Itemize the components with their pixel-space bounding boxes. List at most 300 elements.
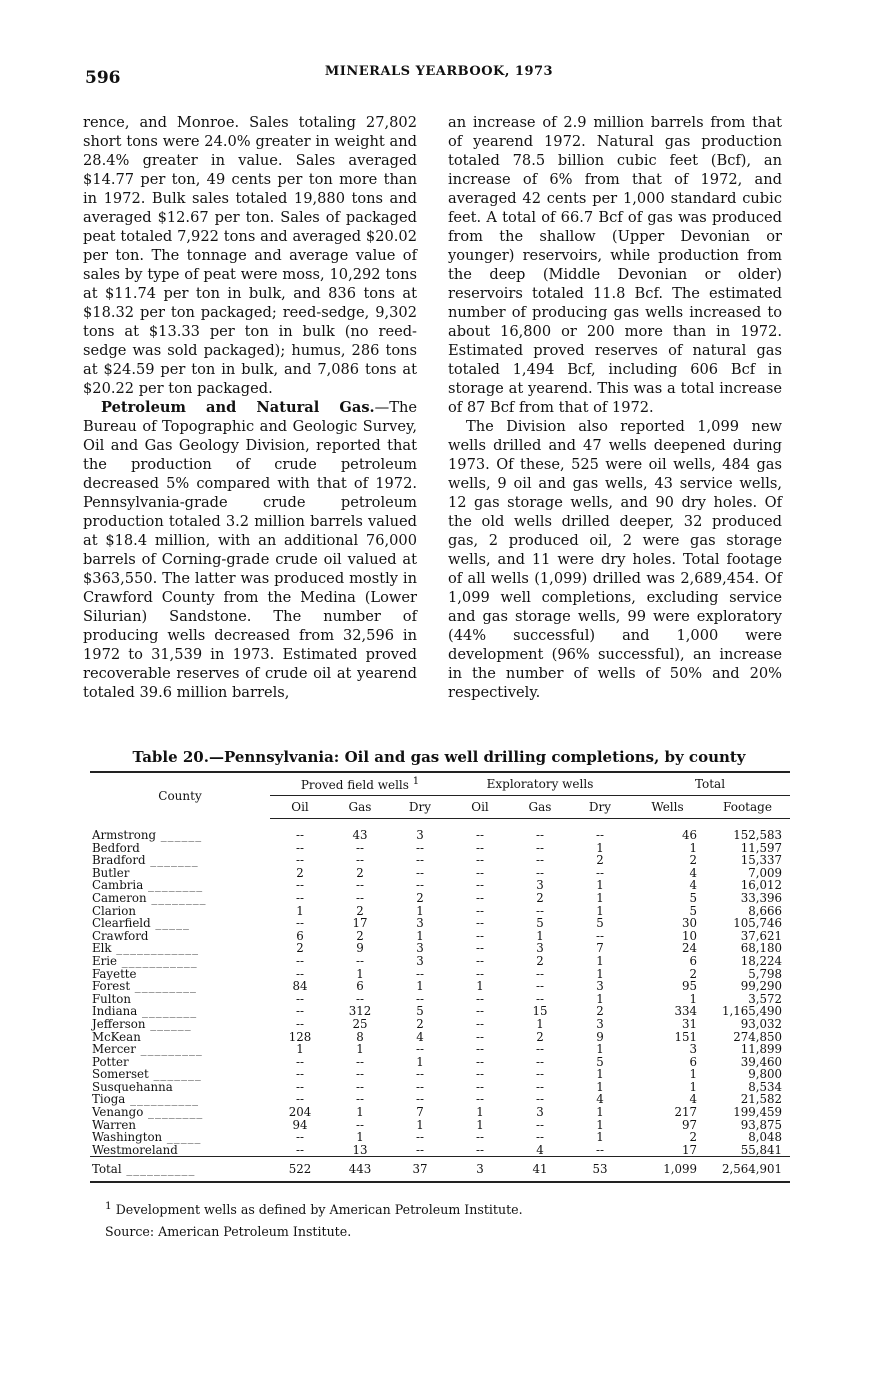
county-name: Bedford — [92, 841, 140, 855]
value-cell: -- — [296, 1079, 304, 1094]
value-cell: 312 — [348, 1004, 372, 1019]
value-cell: -- — [296, 953, 304, 968]
value-cell: 1 — [596, 1117, 604, 1132]
value-cell: -- — [356, 840, 364, 855]
county-name: Clearfield — [92, 917, 151, 930]
value-cell: -- — [476, 878, 484, 893]
value-cell: 1,099 — [630, 1157, 705, 1183]
value-cell: -- — [296, 966, 304, 981]
value-cell: 1 — [416, 1117, 424, 1132]
value-cell: -- — [476, 928, 484, 943]
right-column — [448, 113, 782, 702]
value-cell: 4 — [689, 865, 697, 880]
value-cell: -- — [296, 1016, 304, 1031]
county-cell: Westmoreland ___ — [92, 1143, 204, 1157]
county-name: Potter — [92, 1055, 129, 1069]
sub-header: Gas — [330, 796, 390, 819]
county-name: Total — [92, 1162, 122, 1177]
county-name: Tioga — [92, 1093, 126, 1107]
value-cell: 443 — [330, 1157, 390, 1183]
county-cell: Bradford _______ — [92, 854, 199, 867]
value-cell: 1 — [596, 1042, 604, 1057]
table-row — [90, 867, 790, 880]
value-cell: 9,800 — [748, 1067, 782, 1082]
value-cell: 1 — [596, 1079, 604, 1094]
table-row — [90, 1018, 790, 1031]
value-cell: 2 — [596, 853, 604, 868]
table-row — [90, 1081, 790, 1094]
value-cell: 2 — [296, 865, 304, 880]
value-cell: -- — [356, 853, 364, 868]
county-name: Elk — [92, 942, 112, 955]
value-cell: 5 — [596, 1054, 604, 1069]
county-name: Erie — [92, 954, 118, 968]
county-cell: Fulton _________ — [92, 992, 198, 1006]
value-cell: 10 — [681, 928, 697, 943]
value-cell: 15,337 — [740, 853, 782, 868]
value-cell: -- — [536, 1042, 544, 1057]
table-caption: Table 20.—Pennsylvania: Oil and gas well drilling completions, by county — [132, 748, 746, 766]
value-cell: -- — [356, 991, 364, 1006]
value-cell: 21,582 — [740, 1092, 782, 1107]
value-cell: 25 — [352, 1016, 368, 1031]
value-cell: -- — [356, 878, 364, 893]
value-cell: 1 — [416, 903, 424, 918]
value-cell: -- — [296, 1004, 304, 1019]
value-cell: 46 — [681, 828, 697, 842]
value-cell: 1 — [596, 1105, 604, 1120]
county-cell: Somerset _______ — [92, 1068, 202, 1081]
value-cell: 4 — [689, 878, 697, 893]
value-cell: 1 — [689, 1079, 697, 1094]
county-cell: Elk ____________ — [92, 942, 200, 955]
value-cell: 152,583 — [733, 828, 782, 842]
value-cell: 99,290 — [740, 979, 782, 994]
value-cell: 37,621 — [740, 928, 782, 943]
value-cell: 8,534 — [748, 1079, 782, 1094]
table-row — [90, 917, 790, 930]
value-cell: 53 — [570, 1157, 630, 1183]
value-cell: -- — [476, 966, 484, 981]
county-name: Jefferson — [92, 1017, 146, 1031]
value-cell: 204 — [288, 1105, 312, 1120]
value-cell: -- — [536, 1092, 544, 1107]
value-cell: 5 — [596, 916, 604, 931]
sub-header: Oil — [270, 796, 330, 819]
value-cell: 1 — [296, 1042, 304, 1057]
sub-header: Wells — [630, 796, 705, 819]
county-cell: Total __________ — [90, 1157, 270, 1183]
value-cell: 1 — [356, 1105, 364, 1120]
value-cell: -- — [416, 1130, 424, 1145]
value-cell: 3 — [536, 941, 544, 956]
county-header: County — [90, 772, 270, 819]
county-name: Crawford — [92, 929, 149, 943]
value-cell: 7 — [416, 1105, 424, 1120]
value-cell: -- — [476, 903, 484, 918]
value-cell: 17 — [681, 1142, 697, 1157]
county-name: Butler — [92, 866, 130, 880]
value-cell: 5 — [536, 916, 544, 931]
sub-header: Dry — [570, 796, 630, 819]
value-cell: -- — [536, 903, 544, 918]
value-cell: 1 — [416, 1054, 424, 1069]
value-cell: 1 — [596, 890, 604, 905]
county-name: Westmoreland — [92, 1143, 178, 1157]
table-row — [90, 1144, 790, 1157]
county-cell: Venango ________ — [92, 1106, 204, 1119]
value-cell: 5,798 — [748, 966, 782, 981]
total-header: Total — [630, 772, 790, 796]
county-name: Mercer — [92, 1043, 136, 1056]
value-cell: -- — [356, 1067, 364, 1082]
value-cell: 8,048 — [748, 1130, 782, 1145]
value-cell: -- — [476, 1029, 484, 1044]
value-cell: -- — [476, 953, 484, 968]
value-cell: 84 — [292, 979, 308, 994]
value-cell: -- — [296, 1092, 304, 1107]
value-cell: -- — [476, 1130, 484, 1145]
source-note: Source: American Petroleum Institute. — [105, 1224, 352, 1239]
value-cell: -- — [476, 1042, 484, 1057]
value-cell: 1 — [596, 1067, 604, 1082]
value-cell: 93,875 — [740, 1117, 782, 1132]
value-cell: 5 — [416, 1004, 424, 1019]
value-cell: 2,564,901 — [705, 1157, 790, 1183]
value-cell: 2 — [536, 953, 544, 968]
value-cell: -- — [416, 1079, 424, 1094]
county-cell: Warren _________ — [92, 1118, 203, 1132]
value-cell: 13 — [352, 1142, 368, 1157]
value-cell: 18,224 — [740, 953, 782, 968]
value-cell: 217 — [674, 1105, 697, 1120]
value-cell: -- — [356, 1054, 364, 1069]
county-name: Warren — [92, 1118, 136, 1132]
value-cell: 55,841 — [740, 1142, 782, 1157]
value-cell: 1 — [416, 928, 424, 943]
value-cell: -- — [476, 1092, 484, 1107]
value-cell: 3 — [689, 1042, 697, 1057]
value-cell: 6 — [689, 953, 697, 968]
county-name: Bradford — [92, 854, 146, 867]
value-cell: -- — [296, 1130, 304, 1145]
value-cell: 1 — [596, 991, 604, 1006]
value-cell: -- — [476, 1067, 484, 1082]
value-cell: -- — [476, 865, 484, 880]
table-row — [90, 942, 790, 955]
value-cell: 4 — [689, 1092, 697, 1107]
county-name: Susquehanna — [92, 1080, 173, 1094]
value-cell: 2 — [356, 865, 364, 880]
value-cell: 3 — [416, 953, 424, 968]
county-cell: Bedford ________ — [92, 841, 200, 855]
exploratory-wells-header: Exploratory wells — [450, 772, 630, 796]
value-cell: 3 — [416, 941, 424, 956]
value-cell: 7,009 — [748, 865, 782, 880]
value-cell: 5 — [689, 890, 697, 905]
value-cell: -- — [476, 1079, 484, 1094]
sub-header: Oil — [450, 796, 510, 819]
value-cell: 2 — [356, 903, 364, 918]
value-cell: 6 — [296, 928, 304, 943]
value-cell: 1 — [476, 979, 484, 994]
value-cell: 1,165,490 — [721, 1004, 782, 1019]
value-cell: 39,460 — [740, 1054, 782, 1069]
value-cell: -- — [476, 853, 484, 868]
page-number: 596 — [85, 68, 121, 88]
value-cell: 128 — [288, 1029, 312, 1044]
value-cell: 1 — [596, 903, 604, 918]
value-cell: 3 — [536, 1105, 544, 1120]
value-cell: 8 — [356, 1029, 364, 1044]
value-cell: -- — [296, 890, 304, 905]
value-cell: -- — [536, 1130, 544, 1145]
value-cell: -- — [416, 966, 424, 981]
county-cell: Indiana ________ — [92, 1005, 198, 1018]
value-cell: 11,597 — [740, 840, 782, 855]
county-cell: Susquehanna ____ — [92, 1080, 206, 1094]
left-column — [83, 113, 417, 702]
value-cell: 2 — [356, 928, 364, 943]
table-body — [90, 819, 790, 1183]
value-cell: 3,572 — [748, 991, 782, 1006]
value-cell: -- — [596, 928, 604, 943]
value-cell: 2 — [536, 1029, 544, 1044]
county-cell: Clarion ________ — [92, 904, 196, 918]
table-row — [90, 1056, 790, 1069]
value-cell: -- — [476, 941, 484, 956]
value-cell: -- — [536, 966, 544, 981]
value-cell: 3 — [596, 1016, 604, 1031]
value-cell: 95 — [681, 979, 697, 994]
value-cell: 2 — [689, 966, 697, 981]
value-cell: -- — [536, 840, 544, 855]
value-cell: 4 — [596, 1092, 604, 1107]
county-cell: Fayette ________ — [92, 967, 197, 981]
value-cell: 3 — [536, 878, 544, 893]
county-name: Clarion — [92, 904, 136, 918]
table-row — [90, 892, 790, 905]
running-title: MINERALS YEARBOOK, 1973 — [324, 64, 554, 79]
value-cell: 1 — [356, 966, 364, 981]
value-cell: -- — [356, 890, 364, 905]
value-cell: 24 — [681, 941, 697, 956]
county-cell: Cambria ________ — [92, 879, 204, 892]
value-cell: -- — [296, 1142, 304, 1157]
value-cell: -- — [356, 1092, 364, 1107]
value-cell: -- — [416, 1042, 424, 1057]
table-row — [90, 842, 790, 855]
value-cell: -- — [536, 1079, 544, 1094]
value-cell: -- — [416, 878, 424, 893]
table-row — [90, 1031, 790, 1044]
table-row — [90, 1131, 790, 1144]
value-cell: -- — [476, 840, 484, 855]
value-cell: -- — [536, 865, 544, 880]
county-name: Indiana — [92, 1005, 138, 1018]
county-cell: Cameron ________ — [92, 891, 207, 905]
county-cell: Tioga __________ — [92, 1093, 200, 1107]
value-cell: 11,899 — [740, 1042, 782, 1057]
value-cell: -- — [536, 828, 544, 842]
value-cell: -- — [296, 840, 304, 855]
petroleum-heading: Petroleum and Natural Gas. — [101, 399, 375, 416]
drilling-table — [90, 771, 790, 1183]
value-cell: 522 — [270, 1157, 330, 1183]
value-cell: 1 — [476, 1105, 484, 1120]
value-cell: -- — [416, 840, 424, 855]
value-cell: -- — [476, 890, 484, 905]
value-cell: 1 — [596, 1130, 604, 1145]
value-cell: 30 — [681, 916, 697, 931]
value-cell: 1 — [416, 979, 424, 994]
county-name: Washington — [92, 1131, 163, 1144]
county-cell: Erie ___________ — [92, 954, 198, 968]
petroleum-text: —The Bureau of Topographic and Geologic Survey, Oil and Gas Geology Division, reported that the production of crude petroleum decreased 5% compared with that of 1972. Pennsylvania-grade crude petroleum production totaled 3.2 million barrels valued at $18.4 million, with an additional 76,000 barrels of Corning-grade crude oil valued at $363,550. The latter was produced mostly in Crawford County from the Medina (Lower Silurian) Sandstone. The number of producing wells decreased from 32,596 in 1972 to 31,539 in 1973. Estimated proved recoverable reserves of crude oil at yearend totaled 39.6 million barrels, — [83, 399, 417, 701]
value-cell: 1 — [476, 1117, 484, 1132]
value-cell: -- — [416, 991, 424, 1006]
value-cell: 94 — [292, 1117, 308, 1132]
table-row — [90, 819, 790, 842]
county-name: Forest — [92, 980, 131, 993]
county-cell: Jefferson ______ — [92, 1017, 192, 1031]
value-cell: 3 — [596, 979, 604, 994]
table-row — [90, 1106, 790, 1119]
county-cell: Armstrong ______ — [92, 827, 203, 842]
value-cell: -- — [296, 1054, 304, 1069]
value-cell: -- — [476, 1004, 484, 1019]
value-cell: -- — [476, 828, 484, 842]
value-cell: -- — [416, 853, 424, 868]
value-cell: 1 — [596, 840, 604, 855]
peat-paragraph: rence, and Monroe. Sales totaling 27,802 short tons were 24.0% greater in weight and 28.4% greater in value. Sales averaged $14.77 per ton, 49 cents per ton more than in 1972. Bulk sales totaled 19,880 tons and averaged $12.67 per ton. Sales of packaged peat totaled 7,922 tons and averaged $20.02 per ton. The tonnage and average value of sales by type of peat were moss, 10,292 tons at $11.74 per ton in bulk, and 836 tons at $18.32 per ton packaged; reed-sedge, 9,302 tons at $13.33 per ton in bulk (no reed-sedge was sold packaged); humus, 286 tons at $24.59 per ton in bulk, and 7,086 tons at $20.22 per ton packaged. — [83, 114, 417, 397]
value-cell: 1 — [356, 1130, 364, 1145]
county-name: Armstrong — [92, 827, 157, 842]
value-cell: -- — [536, 1067, 544, 1082]
footnote-1: $^1$ Development wells as defined by American Petroleum Institute. — [105, 1200, 523, 1218]
value-cell: -- — [416, 1092, 424, 1107]
value-cell: -- — [356, 953, 364, 968]
value-cell: 16,012 — [740, 878, 782, 893]
value-cell: 1 — [689, 840, 697, 855]
value-cell: -- — [536, 991, 544, 1006]
table-row — [90, 955, 790, 968]
value-cell: 17 — [352, 916, 368, 931]
county-cell: McKean _________ — [92, 1030, 208, 1044]
value-cell: -- — [356, 1117, 364, 1132]
value-cell: 151 — [674, 1029, 697, 1044]
value-cell: 1 — [596, 966, 604, 981]
county-name: Fulton — [92, 992, 131, 1006]
value-cell: 31 — [681, 1016, 697, 1031]
value-cell: -- — [476, 1054, 484, 1069]
county-cell: Crawford _______ — [92, 929, 202, 943]
table-row — [90, 879, 790, 892]
table-row — [90, 1043, 790, 1056]
value-cell: -- — [416, 865, 424, 880]
value-cell: 68,180 — [740, 941, 782, 956]
value-cell: -- — [476, 1142, 484, 1157]
total-row — [90, 1157, 790, 1183]
value-cell: 1 — [689, 991, 697, 1006]
value-cell: 41 — [510, 1157, 570, 1183]
value-cell: 1 — [536, 928, 544, 943]
value-cell: 8,666 — [748, 903, 782, 918]
value-cell: 97 — [681, 1117, 697, 1132]
petroleum-paragraph — [83, 398, 417, 702]
value-cell: 2 — [689, 853, 697, 868]
proved-wells-header: Proved field wells $^1$ — [270, 772, 450, 796]
value-cell: 43 — [352, 828, 368, 842]
county-name: Fayette — [92, 967, 137, 981]
value-cell: 33,396 — [740, 890, 782, 905]
value-cell: -- — [476, 991, 484, 1006]
county-cell: Mercer _________ — [92, 1043, 203, 1056]
value-cell: 2 — [416, 890, 424, 905]
value-cell: -- — [596, 865, 604, 880]
county-name: Somerset — [92, 1068, 149, 1081]
natural-gas-paragraph: an increase of 2.9 million barrels from that of yearend 1972. Natural gas production totaled 78.5 billion cubic feet (Bcf), an increase of 6% from that of 1972, and averaged 42 cents per 1,000 standard cubic feet. A total of 66.7 Bcf of gas was produced from the shallow (Upper Devonian or younger) reservoirs, while production from the deep (Middle Devonian or older) reservoirs totaled 11.8 Bcf. The estimated number of producing gas wells increased to about 16,800 or 200 more than in 1972. Estimated proved reserves of natural gas totaled 1,494 Bcf, including 606 Bcf in storage at yearend. This was a total increase of 87 Bcf from that of 1972. — [448, 114, 782, 416]
county-cell: Butler _________ — [92, 866, 197, 880]
value-cell: 3 — [416, 828, 424, 842]
sub-header: Footage — [705, 796, 790, 819]
value-cell: -- — [416, 1067, 424, 1082]
table-row — [90, 1068, 790, 1081]
value-cell: 199,459 — [733, 1105, 782, 1120]
value-cell: 1 — [356, 1042, 364, 1057]
county-cell: Washington _____ — [92, 1131, 202, 1144]
value-cell: 3 — [450, 1157, 510, 1183]
value-cell: -- — [536, 853, 544, 868]
value-cell: -- — [536, 1117, 544, 1132]
value-cell: 1 — [596, 953, 604, 968]
value-cell: -- — [296, 1067, 304, 1082]
value-cell: -- — [296, 916, 304, 931]
sub-header: Gas — [510, 796, 570, 819]
county-name: Venango — [92, 1106, 144, 1119]
value-cell: 3 — [416, 916, 424, 931]
county-cell: Forest _________ — [92, 980, 197, 993]
value-cell: -- — [476, 916, 484, 931]
value-cell: 15 — [532, 1004, 548, 1019]
value-cell: 93,032 — [740, 1016, 782, 1031]
sub-header: Dry — [390, 796, 450, 819]
county-name: McKean — [92, 1030, 141, 1044]
value-cell: 5 — [689, 903, 697, 918]
county-cell: Potter _________ — [92, 1055, 196, 1069]
value-cell: 1 — [689, 1067, 697, 1082]
value-cell: -- — [356, 1079, 364, 1094]
value-cell: 4 — [536, 1142, 544, 1157]
value-cell: 6 — [689, 1054, 697, 1069]
value-cell: 2 — [296, 941, 304, 956]
county-name: Cambria — [92, 879, 144, 892]
value-cell: -- — [296, 828, 304, 842]
value-cell: -- — [296, 853, 304, 868]
value-cell: -- — [416, 1142, 424, 1157]
value-cell: 4 — [416, 1029, 424, 1044]
table-row — [90, 854, 790, 867]
value-cell: 1 — [296, 903, 304, 918]
value-cell: -- — [476, 1016, 484, 1031]
value-cell: 274,850 — [733, 1029, 782, 1044]
value-cell: -- — [536, 979, 544, 994]
value-cell: 2 — [536, 890, 544, 905]
county-name: Cameron — [92, 891, 147, 905]
value-cell: -- — [296, 878, 304, 893]
value-cell: -- — [296, 991, 304, 1006]
value-cell: 37 — [390, 1157, 450, 1183]
